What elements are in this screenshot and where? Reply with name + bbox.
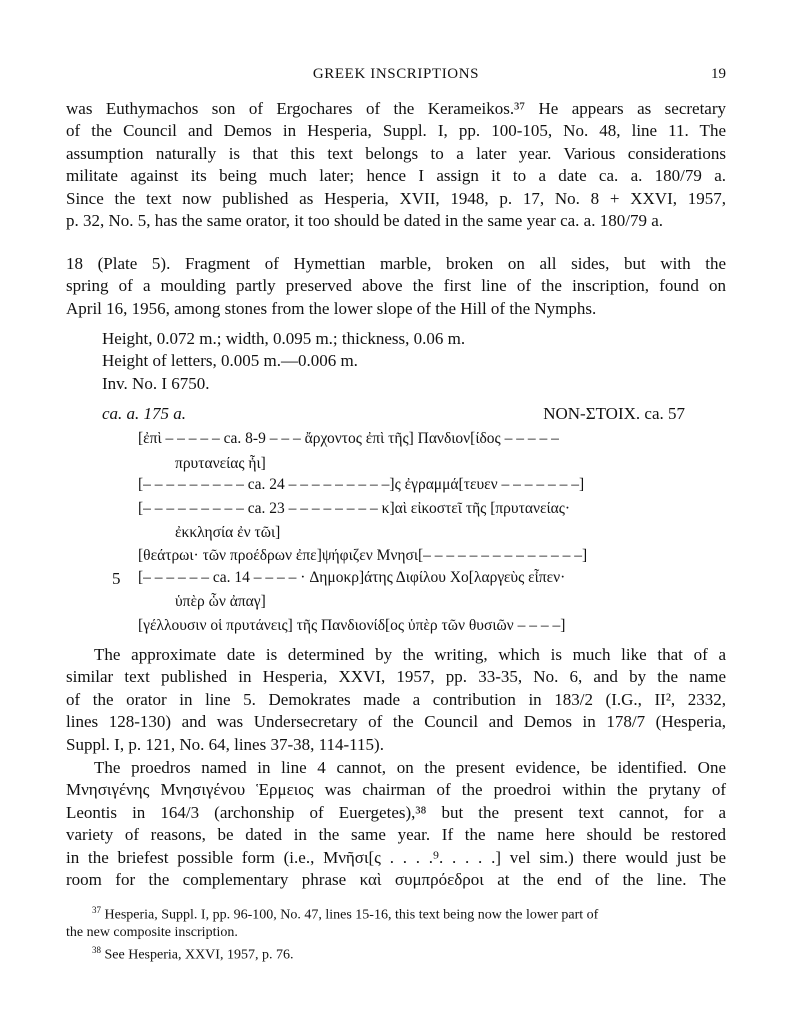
text-line: Leontis in 164/3 (archonship of Euergetes),³⁸ but the present text cannot, for a (66, 802, 726, 822)
text-line: lines 128-130) and was Undersecretary of the Council and Demos in 178/7 (Hesperia, (66, 712, 726, 732)
footnote-text: Hesperia, Suppl. I, pp. 96-100, No. 47, lines 15-16, this text being now the lower part of (104, 907, 599, 923)
letter-height: Height of letters, 0.005 m.—0.006 m. (102, 351, 358, 371)
inscription-text: πρυτανείας ἦι] (175, 455, 266, 472)
inscription-text: [ἐπὶ – – – – – ca. 8-9 – – – ἄρχοντος ἐπὶ τῆς] Πανδιον[ίδος – – – – – (138, 430, 559, 447)
footnote-38 (66, 942, 726, 964)
inscription-text: [θεάτρωι· τῶν προέδρων ἐπε]ψήφιζεν Μνησι[– – – – – – – – – – – – – –] (138, 547, 588, 564)
text-line: room for the complementary phrase καὶ συμπρόεδροι at the end of the line. The (66, 870, 726, 890)
text-line: of the orator in line 5. Demokrates made a contribution in 183/2 (I.G., II², 2332, (66, 689, 726, 709)
inscription-text: [γέλλουσιν οἱ πρυτάνεις] τῆς Πανδιονίδ[ος ὑπὲρ τῶν θυσιῶν – – – –] (138, 617, 566, 634)
inscription-text: [– – – – – – ca. 14 – – – – · Δημοκρ]άτης Διφίλου Χο[λαργεὺς εἶπεν· (138, 569, 566, 586)
dating-paragraph (66, 644, 726, 756)
inscription-format: NON-ΣΤΟΙΧ. ca. 57 (543, 404, 685, 423)
footnote-text: the new composite inscription. (66, 925, 238, 941)
page-number: 19 (711, 66, 726, 82)
running-title: GREEK INSCRIPTIONS (312, 66, 480, 82)
text-line: Suppl. I, p. 121, No. 64, lines 37-38, 114-115). (66, 734, 384, 754)
footnote-37-continued (66, 924, 726, 942)
dimensions: Height, 0.072 m.; width, 0.095 m.; thickness, 0.06 m. (102, 329, 466, 348)
inscription-date-row (102, 404, 685, 426)
inscription-text: [– – – – – – – – – ca. 23 – – – – – – – – κ]αὶ εἰκοστεῖ τῆς [πρυτανείας· (138, 500, 571, 517)
text-line: of the Council and Demos in Hesperia, Suppl. I, pp. 100-105, No. 48, line 11. The (66, 121, 726, 141)
inventory-number: Inv. No. I 6750. (102, 373, 210, 393)
text-line: militate against its being much later; hence I assign it to a date ca. a. 180/79 a. (66, 166, 726, 186)
text-line: The approximate date is determined by the writing, which is much like that of a (94, 645, 726, 664)
footnote-37 (66, 902, 726, 924)
text-line: in the briefest possible form (i.e., Μνῆσι[ς . . . .⁹. . . . .] vel sim.) there would just be (66, 847, 726, 867)
entry-line: April 16, 1956, among stones from the lower slope of the Hill of the Nymphs. (66, 298, 597, 318)
text-line: variety of reasons, be dated in the same year. If the name here should be restored (66, 825, 726, 845)
text-line: was Euthymachos son of Ergochares of the Kerameikos.³⁷ He appears as secretary (66, 99, 726, 118)
line-number: 5 (112, 569, 121, 588)
inscription-text: ἐκκλησία ἐν τῶι] (175, 524, 281, 541)
text-line: p. 32, No. 5, has the same orator, it too should be dated in the same year ca. a. 180/79 a. (66, 211, 663, 231)
text-line: Μνησιγένης Μνησιγένου Ἑρμειος was chairman of the proedroi within the prytany of (66, 780, 726, 800)
footnote-mark: 37 (92, 905, 101, 915)
inscription-text: [– – – – – – – – – ca. 24 – – – – – – – – –]ς ἐγραμμά[τευεν – – – – – – –] (138, 476, 585, 493)
entry-description (66, 253, 726, 320)
text-line: Since the text now published as Hesperia, XVII, 1948, p. 17, No. 8 + XXVI, 1957, (66, 188, 726, 208)
footnote-mark: 38 (92, 944, 101, 955)
footnotes (66, 902, 726, 964)
text-line: similar text published in Hesperia, XXVI, 1957, pp. 33-35, No. 6, and by the name (66, 667, 726, 687)
intro-paragraph (66, 98, 726, 232)
inscription-date: ca. a. 175 a. (102, 404, 187, 423)
inscription-text: ὑπὲρ ὧν ἀπαγ] (175, 593, 266, 610)
text-line: assumption naturally is that this text belongs to a later year. Various considerations (66, 143, 726, 163)
text-line: The proedros named in line 4 cannot, on the present evidence, be identified. One (94, 758, 726, 777)
entry-line: 18 (Plate 5). Fragment of Hymettian marble, broken on all sides, but with the (66, 254, 726, 273)
entry-metadata (102, 328, 465, 395)
page-header (66, 66, 726, 86)
proedros-paragraph (66, 757, 726, 891)
entry-line: spring of a moulding partly preserved above the first line of the inscription, found on (66, 276, 726, 296)
footnote-text: See Hesperia, XXVI, 1957, p. 76. (104, 947, 294, 963)
